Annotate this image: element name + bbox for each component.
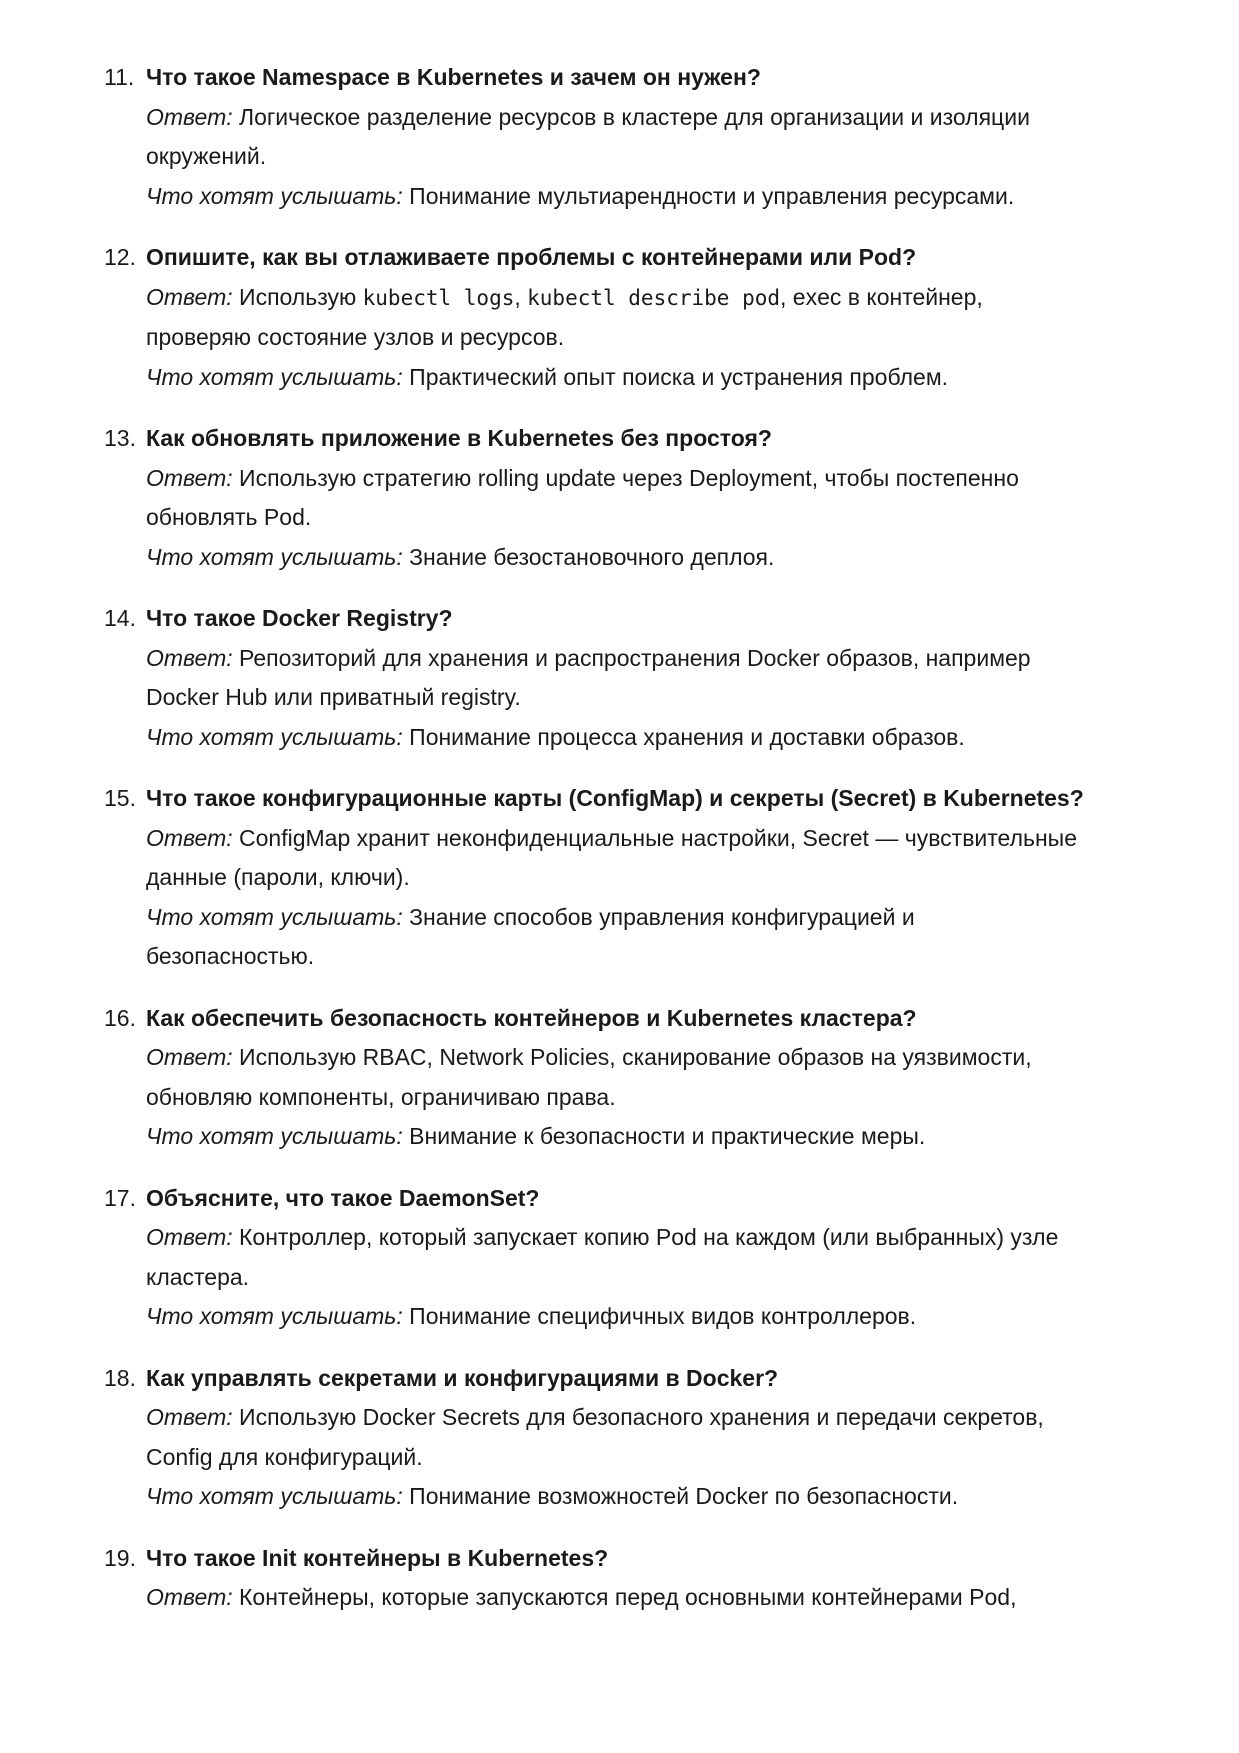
answer-label: Ответ: xyxy=(146,824,233,851)
expect-line xyxy=(146,1297,1184,1337)
expect-line xyxy=(146,1117,1184,1157)
question-text: Опишите, как вы отлаживаете проблемы с контейнерами или Pod? xyxy=(146,244,917,270)
answer-line xyxy=(146,819,1184,859)
answer-label: Ответ: xyxy=(146,644,233,671)
item-number: 17. xyxy=(104,1184,136,1211)
qa-item-12 xyxy=(104,238,1184,397)
answer-text: Контейнеры, которые запускаются перед основными контейнерами Pod, xyxy=(239,1584,1017,1610)
expect-text: Знание способов управления конфигурацией и xyxy=(409,903,915,930)
answer-line xyxy=(146,459,1184,499)
item-number: 16. xyxy=(104,1004,136,1031)
expect-text: Понимание специфичных видов контроллеров. xyxy=(409,1303,917,1329)
expect-label: Что хотят услышать: xyxy=(146,363,403,390)
expect-text: Знание безостановочного деплоя. xyxy=(409,543,775,570)
item-number: 15. xyxy=(104,785,136,811)
answer-line xyxy=(146,278,1184,319)
answer-line: проверяю состояние узлов и ресурсов. xyxy=(146,324,565,350)
answer-text: Использую xyxy=(239,283,363,310)
expect-label: Что хотят услышать: xyxy=(146,182,403,209)
answer-line: Docker Hub или приватный registry. xyxy=(146,684,521,710)
answer-line: Config для конфигураций. xyxy=(146,1443,423,1470)
answer-text: Логическое разделение ресурсов в кластере для организации и изоляции xyxy=(239,103,1030,130)
code-snippet: kubectl logs xyxy=(362,285,515,310)
answer-label: Ответ: xyxy=(146,1224,233,1250)
expect-text: Понимание процесса хранения и доставки образов. xyxy=(409,723,965,750)
expect-text: Практический опыт поиска и устранения проблем. xyxy=(409,363,949,390)
expect-label: Что хотят услышать: xyxy=(146,1303,403,1329)
expect-label: Что хотят услышать: xyxy=(146,723,403,750)
answer-text: Использую стратегию rolling update через Deployment, чтобы постепенно xyxy=(239,464,1019,491)
qa-item-18 xyxy=(104,1359,1184,1517)
expect-text: Понимание возможностей Docker по безопасности. xyxy=(409,1483,959,1509)
answer-line: обновляю компоненты, ограничиваю права. xyxy=(146,1083,616,1110)
answer-text: ConfigMap хранит неконфиденциальные настройки, Secret — чувствительные xyxy=(239,824,1078,851)
answer-label: Ответ: xyxy=(146,283,233,310)
item-number: 19. xyxy=(104,1544,136,1571)
expect-line xyxy=(146,1477,1184,1517)
answer-text: , exec в контейнер, xyxy=(780,283,983,310)
item-number: 13. xyxy=(104,425,136,451)
question-text: Что такое Init контейнеры в Kubernetes? xyxy=(146,1544,609,1571)
answer-label: Ответ: xyxy=(146,1044,233,1070)
qa-item-19 xyxy=(104,1539,1184,1618)
answer-text: , xyxy=(514,283,528,310)
answer-line: данные (пароли, ключи). xyxy=(146,864,410,890)
answer-line: обновлять Pod. xyxy=(146,504,312,530)
item-number: 14. xyxy=(104,605,136,631)
question-text: Как обеспечить безопасность контейнеров и Kubernetes кластера? xyxy=(146,1004,917,1031)
expect-line: безопасностью. xyxy=(146,943,315,969)
expect-text: Понимание мультиарендности и управления ресурсами. xyxy=(409,182,1015,209)
question-text: Как обновлять приложение в Kubernetes без простоя? xyxy=(146,425,772,451)
answer-label: Ответ: xyxy=(146,103,233,130)
question-text: Что такое конфигурационные карты (ConfigMap) и секреты (Secret) в Kubernetes? xyxy=(146,785,1084,811)
item-number: 11. xyxy=(104,64,135,90)
answer-line xyxy=(146,1398,1184,1438)
answer-label: Ответ: xyxy=(146,464,233,491)
answer-line xyxy=(146,1038,1184,1078)
expect-label: Что хотят услышать: xyxy=(146,1483,403,1509)
answer-text: Использую RBAC, Network Policies, сканирование образов на уязвимости, xyxy=(239,1044,1032,1070)
expect-line xyxy=(146,538,1184,578)
answer-label: Ответ: xyxy=(146,1584,233,1610)
question-text: Что такое Namespace в Kubernetes и зачем он нужен? xyxy=(146,64,761,90)
expect-label: Что хотят услышать: xyxy=(146,543,403,570)
question-text: Объясните, что такое DaemonSet? xyxy=(146,1184,540,1211)
expect-label: Что хотят услышать: xyxy=(146,1123,403,1149)
qa-item-14 xyxy=(104,599,1184,757)
code-snippet: kubectl describe pod xyxy=(527,285,781,310)
answer-text: Репозиторий для хранения и распространения Docker образов, например xyxy=(239,644,1031,671)
answer-line: кластера. xyxy=(146,1263,250,1290)
qa-item-17 xyxy=(104,1179,1184,1337)
item-number: 12. xyxy=(104,244,136,270)
question-text: Что такое Docker Registry? xyxy=(146,605,453,631)
answer-line xyxy=(146,1218,1184,1258)
answer-label: Ответ: xyxy=(146,1404,233,1430)
expect-line xyxy=(146,898,1184,938)
expect-line xyxy=(146,177,1184,217)
answer-text: Контроллер, который запускает копию Pod на каждом (или выбранных) узле xyxy=(239,1224,1059,1250)
qa-item-11 xyxy=(104,58,1184,216)
expect-text: Внимание к безопасности и практические меры. xyxy=(409,1123,926,1149)
qa-item-13 xyxy=(104,419,1184,577)
expect-line xyxy=(146,718,1184,758)
qa-list xyxy=(104,58,1184,1640)
qa-item-15 xyxy=(104,779,1184,977)
answer-line xyxy=(146,639,1184,679)
qa-item-16 xyxy=(104,999,1184,1157)
answer-line xyxy=(146,98,1184,138)
question-text: Как управлять секретами и конфигурациями в Docker? xyxy=(146,1364,779,1391)
expect-line xyxy=(146,358,1184,398)
item-number: 18. xyxy=(104,1364,136,1391)
answer-line: окружений. xyxy=(146,143,267,169)
answer-text: Использую Docker Secrets для безопасного хранения и передачи секретов, xyxy=(239,1404,1044,1430)
answer-line xyxy=(146,1578,1184,1618)
expect-label: Что хотят услышать: xyxy=(146,903,403,930)
